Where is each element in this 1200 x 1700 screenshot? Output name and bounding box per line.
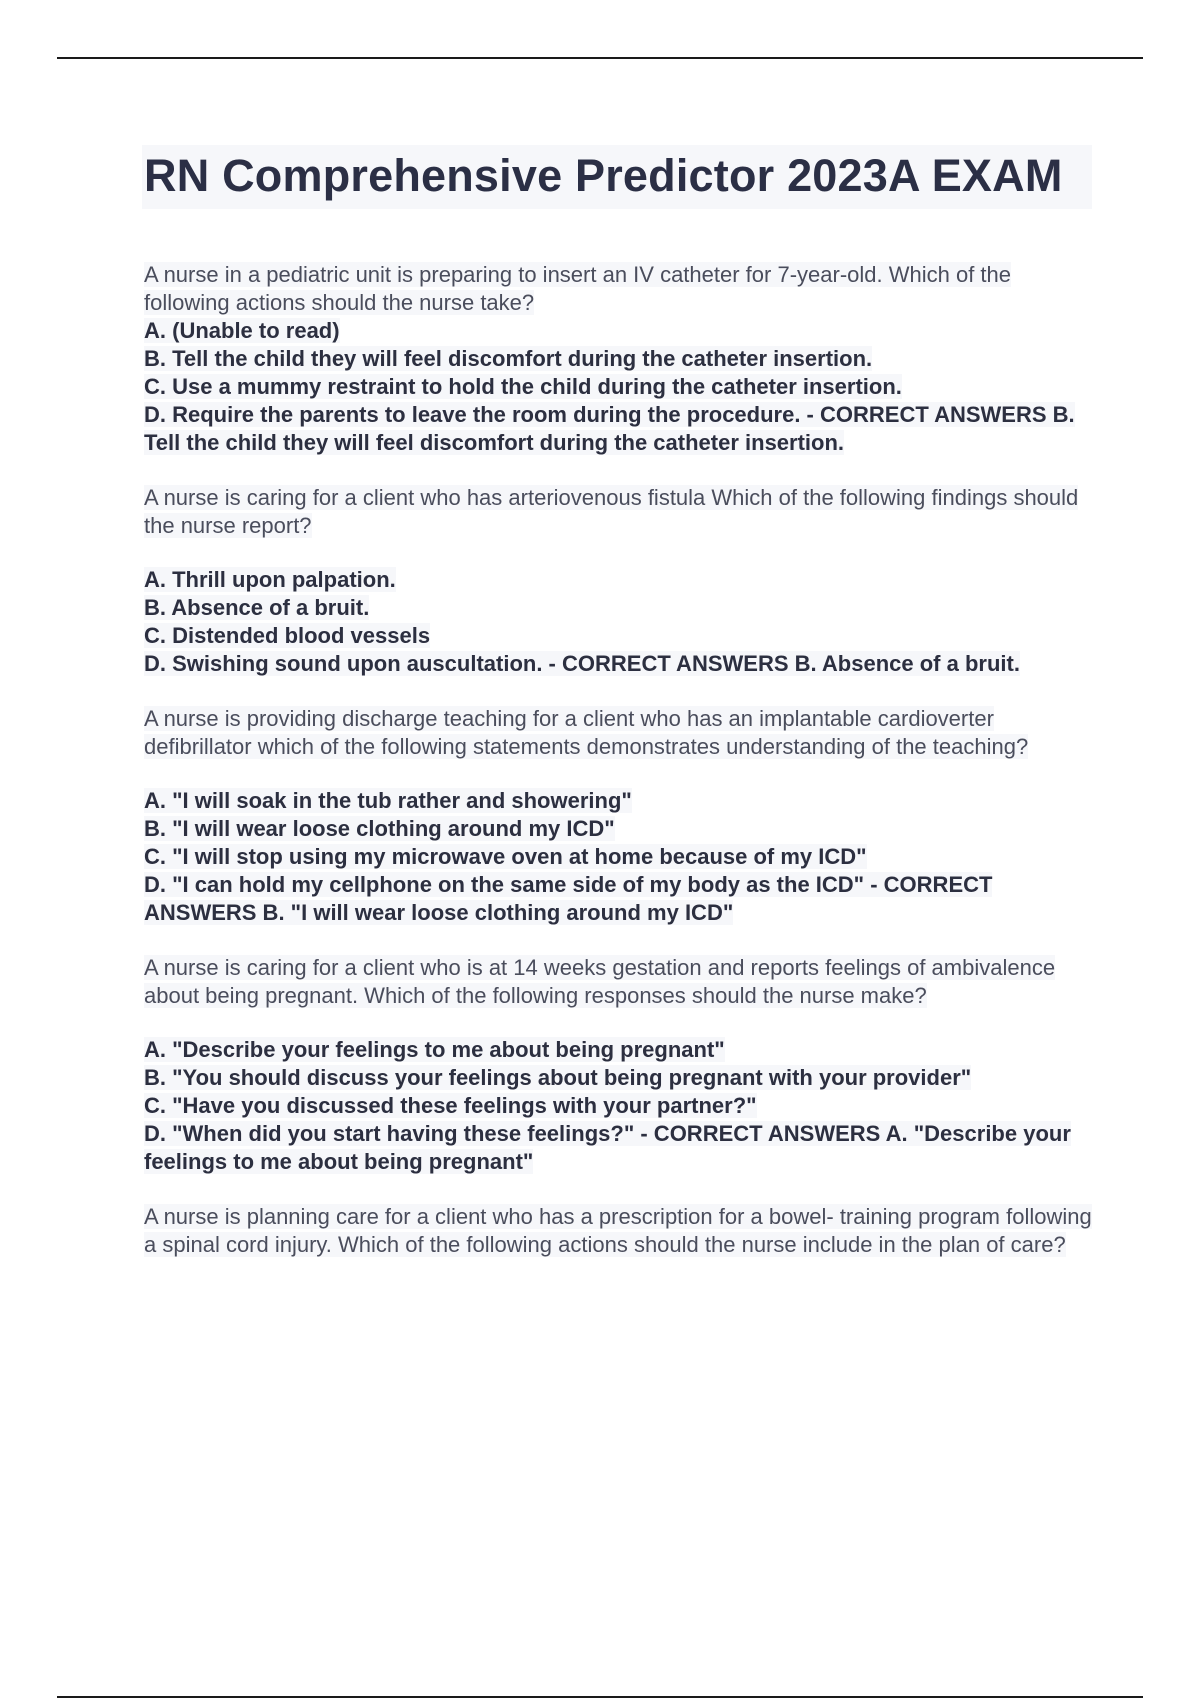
answer-option: C. "I will stop using my microwave oven at home because of my ICD" — [144, 844, 867, 869]
question-stem: A nurse is providing discharge teaching for a client who has an implantable cardioverter defibrillator which of the following statements demonstrates understanding of the teaching? — [144, 706, 1029, 759]
answer-option: D. "I can hold my cellphone on the same side of my body as the ICD" - CORRECT ANSWERS B. "I will wear loose clothing around my ICD" — [144, 872, 993, 925]
document-body — [144, 145, 1092, 1286]
answer-option: B. Absence of a bruit. — [144, 595, 370, 620]
question-stem: A nurse in a pediatric unit is preparing to insert an IV catheter for 7-year-old. Which of the following actions should the nurse take? — [144, 262, 1012, 315]
document-title: RN Comprehensive Predictor 2023A EXAM — [144, 150, 1063, 201]
question-stem: A nurse is caring for a client who is at 14 weeks gestation and reports feelings of ambivalence about being pregnant. Which of the following responses should the nurse make? — [144, 955, 1056, 1008]
answer-options — [144, 1036, 1092, 1176]
answer-option: A. Thrill upon palpation. — [144, 567, 396, 592]
answer-option: A. "Describe your feelings to me about being pregnant" — [144, 1037, 725, 1062]
question-block — [144, 1203, 1092, 1259]
answer-option: C. Use a mummy restraint to hold the child during the catheter insertion. — [144, 374, 902, 399]
answer-options — [144, 787, 1092, 927]
answer-option: C. "Have you discussed these feelings with your partner?" — [144, 1093, 757, 1118]
answer-option: C. Distended blood vessels — [144, 623, 431, 648]
answer-option: D. "When did you start having these feelings?" - CORRECT ANSWERS A. "Describe your feelings to me about being pregnant" — [144, 1121, 1071, 1174]
question-block — [144, 954, 1092, 1176]
answer-option: D. Swishing sound upon auscultation. - CORRECT ANSWERS B. Absence of a bruit. — [144, 651, 1020, 676]
answer-option: D. Require the parents to leave the room during the procedure. - CORRECT ANSWERS B. Tell the child they will feel discomfort during the catheter insertion. — [144, 402, 1075, 455]
answer-option: A. (Unable to read) — [144, 318, 340, 343]
answer-option: B. Tell the child they will feel discomfort during the catheter insertion. — [144, 346, 873, 371]
question-block — [144, 705, 1092, 927]
question-block — [144, 484, 1092, 678]
answer-option: B. "You should discuss your feelings about being pregnant with your provider" — [144, 1065, 972, 1090]
answer-options — [144, 317, 1092, 457]
bottom-rule — [57, 1696, 1143, 1698]
top-rule — [57, 57, 1143, 59]
question-stem: A nurse is planning care for a client who has a prescription for a bowel- training program following a spinal cord injury. Which of the following actions should the nurse include in the plan of care? — [144, 1204, 1092, 1257]
title-band — [142, 145, 1092, 209]
question-list — [144, 261, 1092, 1259]
question-block — [144, 261, 1092, 457]
answer-option: A. "I will soak in the tub rather and showering" — [144, 788, 632, 813]
answer-options — [144, 566, 1092, 678]
answer-option: B. "I will wear loose clothing around my ICD" — [144, 816, 615, 841]
question-stem: A nurse is caring for a client who has arteriovenous fistula Which of the following findings should the nurse report? — [144, 485, 1079, 538]
